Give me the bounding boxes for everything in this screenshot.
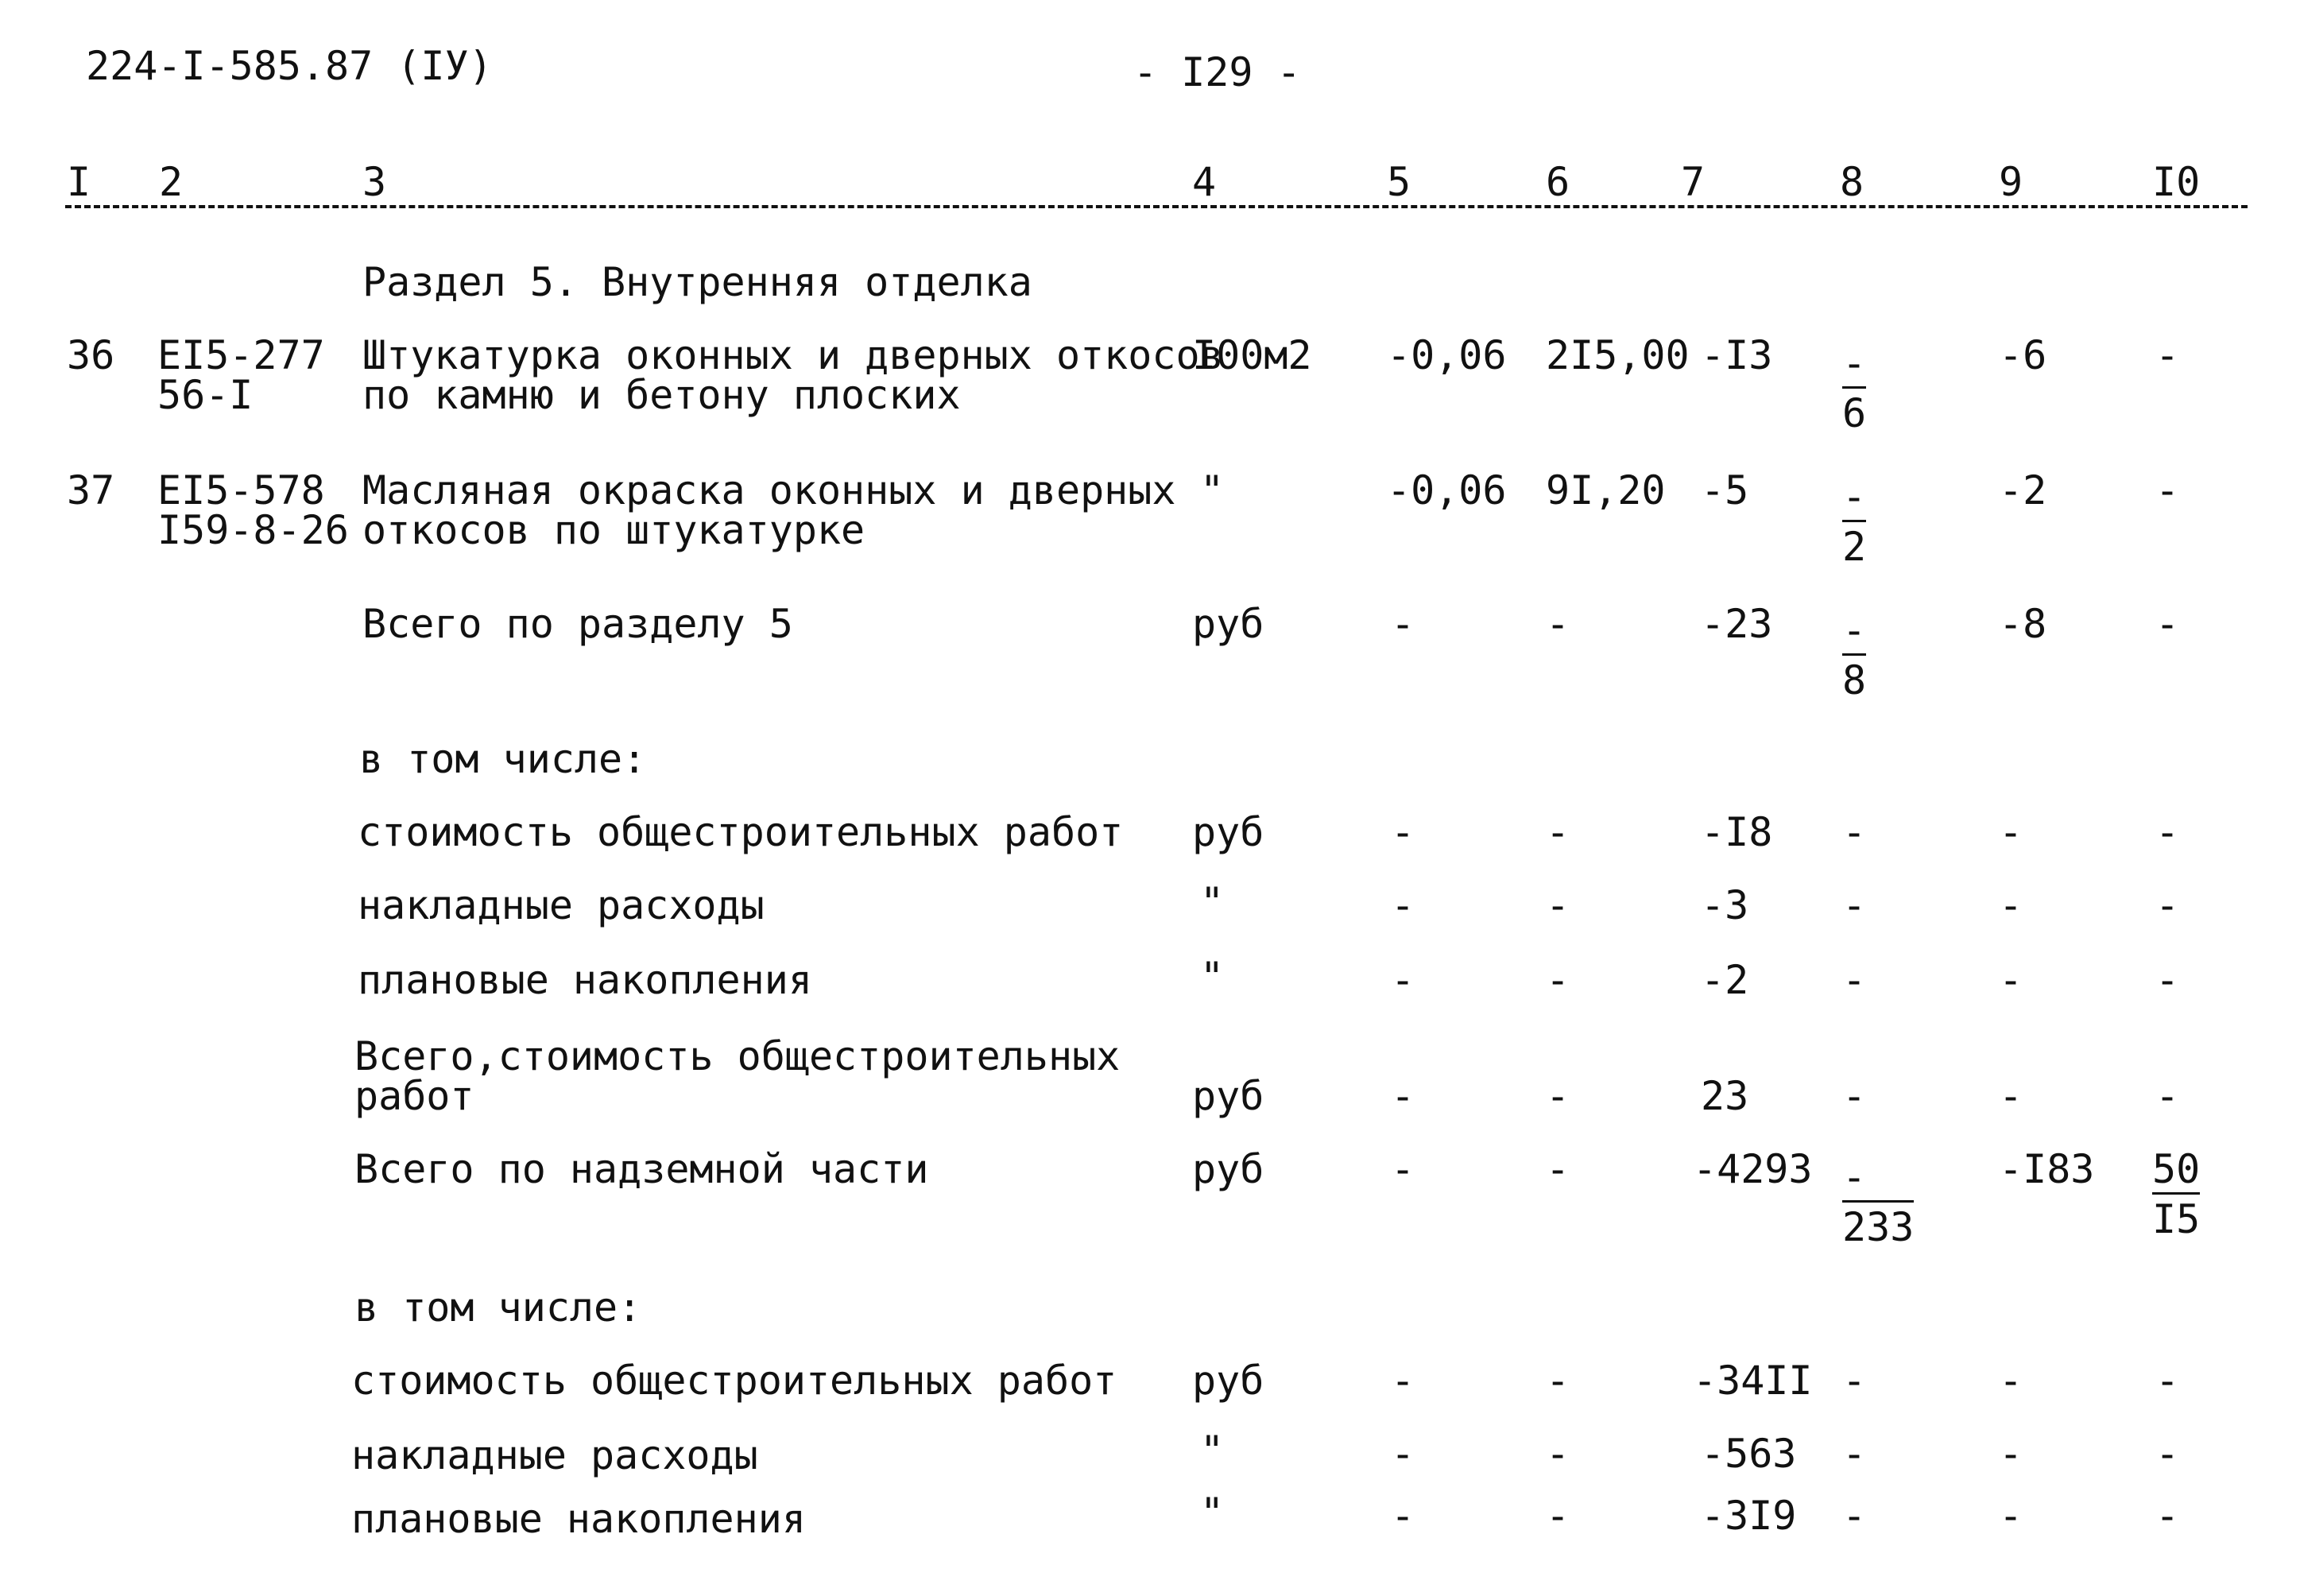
col5-cell: - xyxy=(1391,1493,1415,1539)
column-number: 2 xyxy=(159,159,184,205)
col10-cell: - xyxy=(2155,467,2180,513)
col8-cell: - xyxy=(1842,1073,1867,1119)
col8-cell: - xyxy=(1842,957,1867,1003)
item-number: 36 xyxy=(67,332,115,378)
fraction-denominator: 233 xyxy=(1842,1204,1915,1250)
fraction-cell xyxy=(1842,340,1867,436)
breakdown-label: плановые накопления xyxy=(351,1496,806,1542)
including-label: в том числе: xyxy=(359,736,647,782)
column-number: 7 xyxy=(1681,159,1706,205)
column-number: 4 xyxy=(1192,159,1217,205)
col6-cell: - xyxy=(1546,809,1570,855)
col10-cell: - xyxy=(2155,1358,2180,1404)
section-title: Раздел 5. Внутренняя отделка xyxy=(362,259,1032,305)
item-name: по камню и бетону плоских xyxy=(362,372,961,418)
column-number: 8 xyxy=(1840,159,1864,205)
col9-cell: - xyxy=(1999,1493,2023,1539)
price-cell: 2I5,00 xyxy=(1546,332,1690,378)
total-cell: -I8 xyxy=(1701,809,1773,855)
col10-cell: - xyxy=(2155,332,2180,378)
column-number: I xyxy=(67,159,91,205)
quantity-cell: -0,06 xyxy=(1387,467,1507,513)
breakdown-label: накладные расходы xyxy=(358,882,765,928)
unit-cell: " xyxy=(1200,879,1225,925)
quantity-cell: -0,06 xyxy=(1387,332,1507,378)
unit-cell: руб xyxy=(1192,601,1264,647)
column-number: I0 xyxy=(2152,159,2201,205)
unit-cell: " xyxy=(1200,467,1225,513)
col9-cell: - xyxy=(1999,1358,2023,1404)
col9-cell: -8 xyxy=(1999,601,2047,647)
fraction-denominator: I5 xyxy=(2152,1196,2201,1242)
col10-cell: - xyxy=(2155,1431,2180,1477)
unit-cell: " xyxy=(1200,1427,1225,1474)
total-cell: -5 xyxy=(1701,467,1749,513)
col9-cell: - xyxy=(1999,882,2023,928)
col9-cell: -2 xyxy=(1999,467,2047,513)
fraction-numerator: - xyxy=(1842,610,1866,656)
item-name: Штукатурка оконных и дверных откосов xyxy=(362,332,1224,378)
col10-cell: - xyxy=(2155,1493,2180,1539)
col6-cell: - xyxy=(1546,1493,1570,1539)
column-number: 6 xyxy=(1546,159,1570,205)
col9-cell: - xyxy=(1999,957,2023,1003)
header-rule xyxy=(65,205,2248,208)
col6-cell: - xyxy=(1546,957,1570,1003)
unit-cell: " xyxy=(1200,954,1225,1000)
breakdown-label: накладные расходы xyxy=(351,1432,758,1478)
total-cell: -23 xyxy=(1701,601,1773,647)
fraction-cell xyxy=(1842,1154,1915,1250)
total-general-label: работ xyxy=(354,1073,474,1119)
col5-cell: - xyxy=(1391,1146,1415,1192)
col6-cell: - xyxy=(1546,1146,1570,1192)
col9-cell: - xyxy=(1999,1073,2023,1119)
total-cell: -563 xyxy=(1701,1431,1797,1477)
col9-cell: -I83 xyxy=(1999,1146,2095,1192)
document-code: 224-I-585.87 (IУ) xyxy=(86,43,493,89)
col5-cell: - xyxy=(1391,1431,1415,1477)
fraction-numerator: 50 xyxy=(2152,1149,2200,1195)
col6-cell: - xyxy=(1546,1073,1570,1119)
col6-cell: - xyxy=(1546,1431,1570,1477)
col10-cell: - xyxy=(2155,601,2180,647)
col6-cell: - xyxy=(1546,1358,1570,1404)
total-cell: -I3 xyxy=(1701,332,1773,378)
col5-cell: - xyxy=(1391,809,1415,855)
col8-cell: - xyxy=(1842,1493,1867,1539)
fraction-denominator: 8 xyxy=(1842,657,1867,703)
total-cell: -3 xyxy=(1701,882,1749,928)
col5-cell: - xyxy=(1391,882,1415,928)
column-number: 9 xyxy=(1999,159,2023,205)
total-cell: -3I9 xyxy=(1701,1493,1797,1539)
total-cell: 23 xyxy=(1701,1073,1749,1119)
col10-cell: - xyxy=(2155,957,2180,1003)
item-name: Масляная окраска оконных и дверных xyxy=(362,467,1176,513)
breakdown-label: стоимость общестроительных работ xyxy=(358,809,1124,855)
fraction-cell xyxy=(1842,607,1867,703)
column-number: 5 xyxy=(1387,159,1411,205)
col5-cell: - xyxy=(1391,1358,1415,1404)
unit-cell: I00м2 xyxy=(1192,332,1312,378)
item-code: 56-I xyxy=(157,372,254,418)
item-number: 37 xyxy=(67,467,115,513)
col8-cell: - xyxy=(1842,1431,1867,1477)
total-above-ground-label: Всего по надземной части xyxy=(354,1146,929,1192)
fraction-cell xyxy=(2152,1146,2201,1242)
col5-cell: - xyxy=(1391,1073,1415,1119)
item-code: EI5-277 xyxy=(157,332,325,378)
total-cell: -2 xyxy=(1701,957,1749,1003)
section-total-label: Всего по разделу 5 xyxy=(362,601,793,647)
fraction-numerator: - xyxy=(1842,343,1866,389)
price-cell: 9I,20 xyxy=(1546,467,1666,513)
col6-cell: - xyxy=(1546,882,1570,928)
col9-cell: -6 xyxy=(1999,332,2047,378)
unit-cell: руб xyxy=(1192,809,1264,855)
item-code: EI5-578 xyxy=(157,467,325,513)
col10-cell: - xyxy=(2155,809,2180,855)
unit-cell: руб xyxy=(1192,1146,1264,1192)
fraction-denominator: 6 xyxy=(1842,390,1867,436)
unit-cell: руб xyxy=(1192,1358,1264,1404)
breakdown-label: плановые накопления xyxy=(358,957,812,1003)
col6-cell: - xyxy=(1546,601,1570,647)
total-general-label: Всего,стоимость общестроительных xyxy=(354,1033,1121,1079)
item-code: I59-8-26 xyxy=(157,507,349,553)
total-cell: -4293 xyxy=(1693,1146,1813,1192)
fraction-cell xyxy=(1842,474,1867,570)
col5-cell: - xyxy=(1391,601,1415,647)
breakdown-label: стоимость общестроительных работ xyxy=(351,1358,1117,1404)
page-number: - I29 - xyxy=(1133,49,1301,95)
unit-cell: " xyxy=(1200,1489,1225,1536)
fraction-numerator: - xyxy=(1842,477,1866,522)
col5-cell: - xyxy=(1391,957,1415,1003)
col8-cell: - xyxy=(1842,1358,1867,1404)
unit-cell: руб xyxy=(1192,1073,1264,1119)
item-name: откосов по штукатурке xyxy=(362,507,865,553)
col8-cell: - xyxy=(1842,882,1867,928)
total-cell: -34II xyxy=(1693,1358,1813,1404)
including-label: в том числе: xyxy=(354,1284,642,1331)
col8-cell: - xyxy=(1842,809,1867,855)
col10-cell: - xyxy=(2155,1073,2180,1119)
col10-cell: - xyxy=(2155,882,2180,928)
fraction-denominator: 2 xyxy=(1842,524,1867,570)
col9-cell: - xyxy=(1999,809,2023,855)
col9-cell: - xyxy=(1999,1431,2023,1477)
column-number: 3 xyxy=(362,159,387,205)
fraction-numerator: - xyxy=(1842,1157,1914,1203)
